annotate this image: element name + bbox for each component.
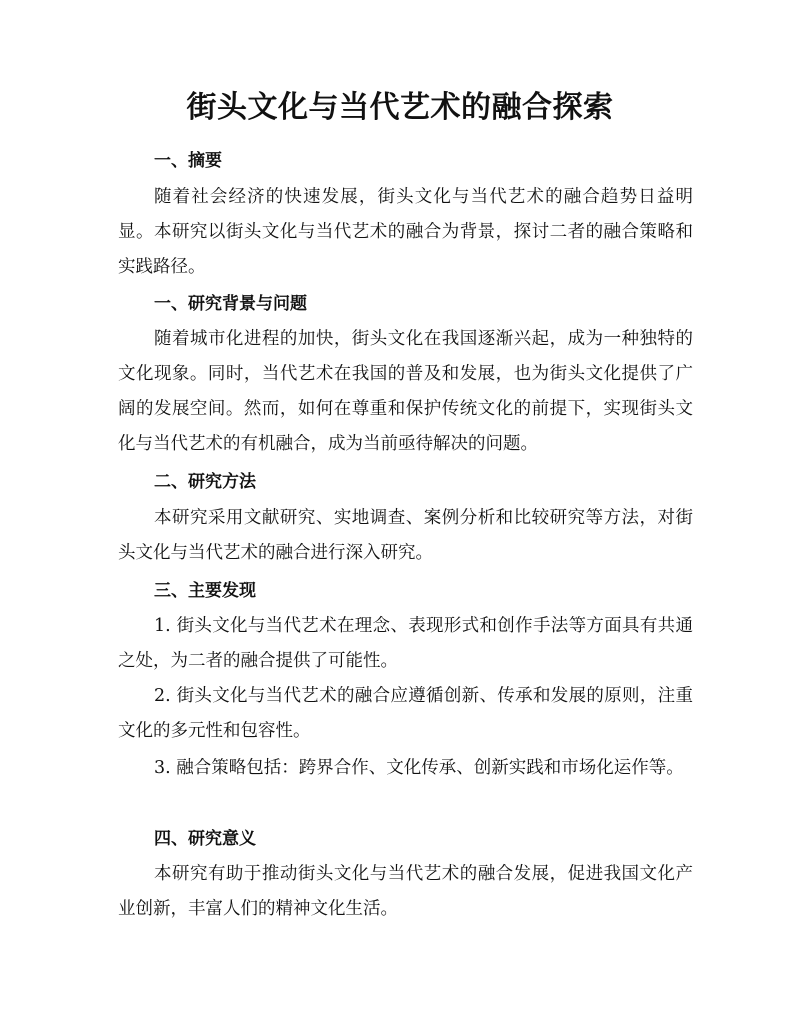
section-heading-background: 一、研究背景与问题 xyxy=(154,294,307,314)
finding-item-3: 3. 融合策略包括：跨界合作、文化传承、创新实践和市场化运作等。 xyxy=(154,758,684,778)
section-heading-findings: 三、主要发现 xyxy=(154,581,256,601)
significance-paragraph: 本研究有助于推动街头文化与当代艺术的融合发展，促进我国文化产业创新，丰富人们的精神文化生活。 xyxy=(118,864,693,919)
section-heading-methods: 二、研究方法 xyxy=(154,472,256,492)
abstract-paragraph: 随着社会经济的快速发展，街头文化与当代艺术的融合趋势日益明显。本研究以街头文化与当代艺术的融合为背景，探讨二者的融合策略和实践路径。 xyxy=(118,187,693,277)
document-title: 街头文化与当代艺术的融合探索 xyxy=(186,90,614,125)
section-heading-abstract: 一、摘要 xyxy=(154,151,222,171)
section-heading-significance: 四、研究意义 xyxy=(154,829,256,849)
methods-paragraph: 本研究采用文献研究、实地调查、案例分析和比较研究等方法，对街头文化与当代艺术的融合进行深入研究。 xyxy=(118,508,693,563)
finding-item-2: 2. 街头文化与当代艺术的融合应遵循创新、传承和发展的原则，注重文化的多元性和包容性。 xyxy=(118,686,693,741)
background-paragraph: 随着城市化进程的加快，街头文化在我国逐渐兴起，成为一种独特的文化现象。同时，当代艺术在我国的普及和发展，也为街头文化提供了广阔的发展空间。然而，如何在尊重和保护传统文化的前提下，实现街头文化与当代艺术的有机融合，成为当前亟待解决的问题。 xyxy=(118,329,693,454)
finding-item-1: 1. 街头文化与当代艺术在理念、表现形式和创作手法等方面具有共通之处，为二者的融合提供了可能性。 xyxy=(118,616,693,671)
